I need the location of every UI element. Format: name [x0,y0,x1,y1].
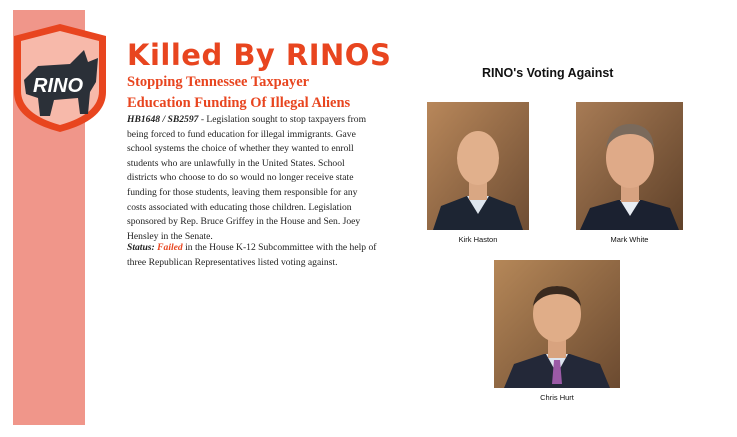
caption-kirk-haston: Kirk Haston [458,235,498,244]
voting-heading: RINO's Voting Against [482,66,614,80]
badge-label: RINO [33,75,83,97]
status-label: Status: [127,242,155,253]
page-subtitle [127,72,350,114]
subtitle-line-1: Stopping Tennessee Taxpayer [127,74,310,90]
caption-chris-hurt: Chris Hurt [540,393,574,402]
subtitle-line-2: Education Funding Of Illegal Aliens [127,95,351,111]
bill-status [127,241,377,270]
bill-description-text: - Legislation sought to stop taxpayers from being forced to fund education for illegal immigrants. Gave school systems the choice of whether they wanted to enroll students who are unlawfully in the United States. School districts who choose to do so would no longer receive state funding for those students, leaving them responsible for any costs associated with educating those children. Legislation sponsored by Rep. Bruce Griffey in the House and Sen. Joey Hensley in the Senate. [127,114,367,242]
bill-number: HB1648 / SB2597 [127,114,199,125]
photo-chris-hurt [494,260,620,388]
status-value: Failed [157,242,183,253]
caption-mark-white: Mark White [610,235,649,244]
photo-mark-white [576,102,683,230]
page-title: Killed By RINOS [127,38,392,72]
bill-description [127,113,377,244]
photo-kirk-haston [427,102,529,230]
rino-badge [10,22,110,134]
status-text: in the House K-12 Subcommittee with the help of three Republican Representatives listed voting against. [127,242,377,268]
